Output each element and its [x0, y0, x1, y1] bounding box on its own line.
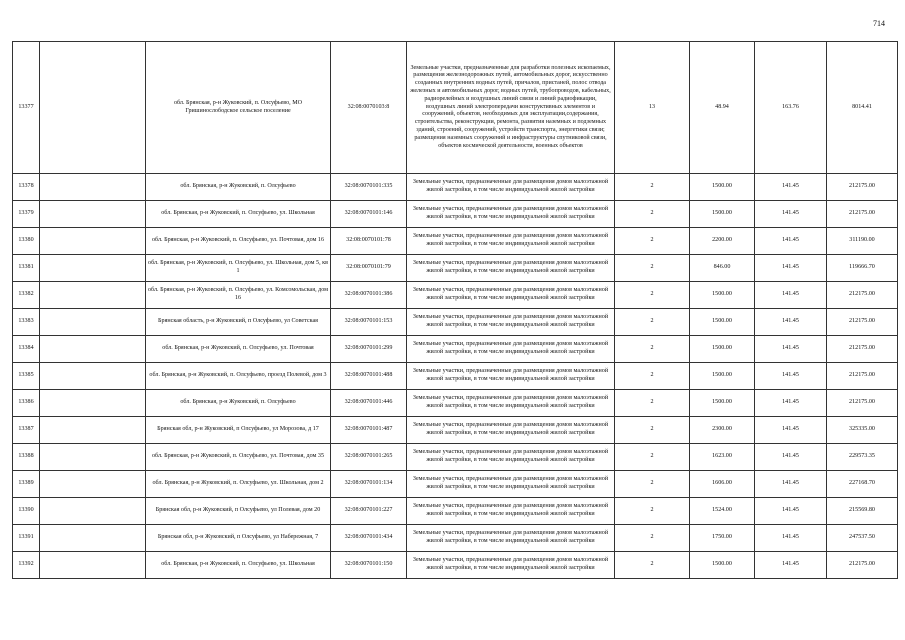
table-row [13, 390, 898, 417]
cadastral-number-cell: 32:08:0070103:8 [331, 42, 407, 174]
specific-value-cell: 163.76 [755, 42, 827, 174]
table-row [13, 471, 898, 498]
table-row [13, 525, 898, 552]
use-group-cell: 2 [615, 228, 690, 255]
area-cell: 1500.00 [690, 336, 755, 363]
cadastral-number-cell: 32:08:0070101:150 [331, 552, 407, 579]
address-cell: Брянская область, р-н Жуковский, п Олсуфьево, ул Советская [146, 309, 331, 336]
empty-cell [40, 174, 146, 201]
cadastral-number-cell: 32:08:0070101:335 [331, 174, 407, 201]
specific-value-cell: 141.45 [755, 390, 827, 417]
row-number-cell: 13383 [13, 309, 40, 336]
specific-value-cell: 141.45 [755, 309, 827, 336]
row-number-cell: 13389 [13, 471, 40, 498]
page-number: 714 [873, 19, 885, 28]
cadastral-number-cell: 32:08:0070101:434 [331, 525, 407, 552]
area-cell: 1500.00 [690, 390, 755, 417]
cadastral-value-cell: 227168.70 [827, 471, 898, 498]
address-cell: обл. Брянская, р-н Жуковский, п. Олсуфьево [146, 390, 331, 417]
cadastral-value-cell: 212175.00 [827, 390, 898, 417]
use-group-cell: 2 [615, 525, 690, 552]
use-group-cell: 2 [615, 390, 690, 417]
empty-cell [40, 417, 146, 444]
land-use-purpose-cell: Земельные участки, предназначенные для размещения домов малоэтажной жилой застройки, в том числе индивидуальной жилой застройки [407, 552, 615, 579]
address-cell: обл. Брянская, р-н Жуковский, п. Олсуфьево, ул. Школьная, дом 5, кв 1 [146, 255, 331, 282]
address-cell: обл. Брянская, р-н Жуковский, п. Олсуфьево, проезд Полевой, дом 3 [146, 363, 331, 390]
row-number-cell: 13382 [13, 282, 40, 309]
cadastral-number-cell: 32:08:0070101:134 [331, 471, 407, 498]
address-cell: обл. Брянская, р-н Жуковский, п. Олсуфьево, ул. Почтовая, дом 35 [146, 444, 331, 471]
row-number-cell: 13391 [13, 525, 40, 552]
cadastral-value-cell: 8014.41 [827, 42, 898, 174]
address-cell: Брянская обл, р-н Жуковский, п Олсуфьево, ул Набережная, 7 [146, 525, 331, 552]
area-cell: 1623.00 [690, 444, 755, 471]
land-use-purpose-cell: Земельные участки, предназначенные для размещения домов малоэтажной жилой застройки, в том числе индивидуальной жилой застройки [407, 444, 615, 471]
land-use-purpose-cell: Земельные участки, предназначенные для размещения домов малоэтажной жилой застройки, в том числе индивидуальной жилой застройки [407, 390, 615, 417]
land-use-purpose-cell: Земельные участки, предназначенные для размещения домов малоэтажной жилой застройки, в том числе индивидуальной жилой застройки [407, 525, 615, 552]
table-row [13, 228, 898, 255]
cadastral-value-cell: 212175.00 [827, 201, 898, 228]
cadastral-value-cell: 212175.00 [827, 552, 898, 579]
cadastral-value-cell: 325335.00 [827, 417, 898, 444]
cadastral-number-cell: 32:08:0070101:227 [331, 498, 407, 525]
area-cell: 1606.00 [690, 471, 755, 498]
specific-value-cell: 141.45 [755, 255, 827, 282]
cadastral-number-cell: 32:08:0070101:386 [331, 282, 407, 309]
empty-cell [40, 228, 146, 255]
empty-cell [40, 336, 146, 363]
area-cell: 1500.00 [690, 363, 755, 390]
specific-value-cell: 141.45 [755, 417, 827, 444]
area-cell: 1524.00 [690, 498, 755, 525]
area-cell: 1500.00 [690, 309, 755, 336]
cadastral-value-cell: 212175.00 [827, 309, 898, 336]
cadastral-value-table [12, 41, 898, 579]
land-use-purpose-cell: Земельные участки, предназначенные для размещения домов малоэтажной жилой застройки, в том числе индивидуальной жилой застройки [407, 255, 615, 282]
land-use-purpose-cell: Земельные участки, предназначенные для размещения домов малоэтажной жилой застройки, в том числе индивидуальной жилой застройки [407, 309, 615, 336]
land-use-purpose-cell: Земельные участки, предназначенные для размещения домов малоэтажной жилой застройки, в том числе индивидуальной жилой застройки [407, 363, 615, 390]
cadastral-number-cell: 32:08:0070101:153 [331, 309, 407, 336]
area-cell: 1750.00 [690, 525, 755, 552]
row-number-cell: 13388 [13, 444, 40, 471]
table-row [13, 444, 898, 471]
specific-value-cell: 141.45 [755, 336, 827, 363]
land-use-purpose-cell: Земельные участки, предназначенные для размещения домов малоэтажной жилой застройки, в том числе индивидуальной жилой застройки [407, 201, 615, 228]
cadastral-number-cell: 32:08:0070101:265 [331, 444, 407, 471]
table-row [13, 309, 898, 336]
empty-cell [40, 444, 146, 471]
address-cell: Брянская обл, р-н Жуковский, п Олсуфьево, ул Морозова, д 17 [146, 417, 331, 444]
specific-value-cell: 141.45 [755, 444, 827, 471]
cadastral-number-cell: 32:08:0070101:487 [331, 417, 407, 444]
use-group-cell: 2 [615, 255, 690, 282]
specific-value-cell: 141.45 [755, 552, 827, 579]
area-cell: 846.00 [690, 255, 755, 282]
cadastral-number-cell: 32:08:0070101:146 [331, 201, 407, 228]
empty-cell [40, 282, 146, 309]
land-use-purpose-cell: Земельные участки, предназначенные для размещения домов малоэтажной жилой застройки, в том числе индивидуальной жилой застройки [407, 174, 615, 201]
row-number-cell: 13392 [13, 552, 40, 579]
row-number-cell: 13386 [13, 390, 40, 417]
table-row [13, 42, 898, 174]
area-cell: 48.94 [690, 42, 755, 174]
land-use-purpose-cell: Земельные участки, предназначенные для размещения домов малоэтажной жилой застройки, в том числе индивидуальной жилой застройки [407, 417, 615, 444]
table-row [13, 201, 898, 228]
address-cell: обл. Брянская, р-н Жуковский, п. Олсуфьево [146, 174, 331, 201]
empty-cell [40, 309, 146, 336]
cadastral-number-cell: 32:08:0070101:488 [331, 363, 407, 390]
cadastral-number-cell: 32:08:0070101:446 [331, 390, 407, 417]
row-number-cell: 13377 [13, 42, 40, 174]
land-use-purpose-cell: Земельные участки, предназначенные для размещения домов малоэтажной жилой застройки, в том числе индивидуальной жилой застройки [407, 228, 615, 255]
area-cell: 1500.00 [690, 174, 755, 201]
use-group-cell: 2 [615, 309, 690, 336]
row-number-cell: 13384 [13, 336, 40, 363]
cadastral-number-cell: 32:08:0070101:78 [331, 228, 407, 255]
use-group-cell: 2 [615, 471, 690, 498]
cadastral-value-cell: 215569.80 [827, 498, 898, 525]
specific-value-cell: 141.45 [755, 282, 827, 309]
row-number-cell: 13385 [13, 363, 40, 390]
table-row [13, 498, 898, 525]
address-cell: обл. Брянская, р-н Жуковский, п. Олсуфьево, ул. Школьная [146, 201, 331, 228]
area-cell: 2300.00 [690, 417, 755, 444]
area-cell: 1500.00 [690, 201, 755, 228]
empty-cell [40, 471, 146, 498]
address-cell: Брянская обл, р-н Жуковский, п Олсуфьево, ул Полевая, дом 20 [146, 498, 331, 525]
address-cell: обл. Брянская, р-н Жуковский, п. Олсуфьево, ул. Школьная, дом 2 [146, 471, 331, 498]
table-row [13, 336, 898, 363]
use-group-cell: 2 [615, 444, 690, 471]
address-cell: обл. Брянская, р-н Жуковский, п. Олсуфьево, ул. Комсомольская, дом 16 [146, 282, 331, 309]
empty-cell [40, 201, 146, 228]
empty-cell [40, 525, 146, 552]
empty-cell [40, 498, 146, 525]
area-cell: 2200.00 [690, 228, 755, 255]
empty-cell [40, 390, 146, 417]
cadastral-value-cell: 212175.00 [827, 336, 898, 363]
use-group-cell: 2 [615, 174, 690, 201]
empty-cell [40, 42, 146, 174]
use-group-cell: 2 [615, 552, 690, 579]
use-group-cell: 2 [615, 282, 690, 309]
specific-value-cell: 141.45 [755, 363, 827, 390]
address-cell: обл. Брянская, р-н Жуковский, п. Олсуфьево, ул. Школьная [146, 552, 331, 579]
address-cell: обл. Брянская, р-н Жуковский, п. Олсуфьево, ул. Почтовая, дом 16 [146, 228, 331, 255]
empty-cell [40, 552, 146, 579]
cadastral-value-cell: 247537.50 [827, 525, 898, 552]
specific-value-cell: 141.45 [755, 228, 827, 255]
table-row [13, 363, 898, 390]
row-number-cell: 13387 [13, 417, 40, 444]
land-use-purpose-cell: Земельные участки, предназначенные для разработки полезных ископаемых, размещения железнодорожных путей, автомобильных дорог, искусственно созданных внутренних водных путей, причалов, пристаней, полос отвода железных и автомобильных дорог, водных путей, трубопроводов, кабельных, радиорелейных и воздушных линий связи и линий радиофикации, воздушных линий электропередачи конструктивных элементов и сооружений, объектов, необходимых для эксплуатации,содержания, строительства, реконструкции, ремонта, развития наземных и подземных зданий, строений, сооружений, устройств транспорта, энергетики связи; размещения наземных сооружений и инфраструктуры спутниковой связи, объектов космической деятельности, военных объектов [407, 42, 615, 174]
specific-value-cell: 141.45 [755, 471, 827, 498]
cadastral-value-cell: 229573.35 [827, 444, 898, 471]
cadastral-number-cell: 32:08:0070101:299 [331, 336, 407, 363]
table-row [13, 282, 898, 309]
land-use-purpose-cell: Земельные участки, предназначенные для размещения домов малоэтажной жилой застройки, в том числе индивидуальной жилой застройки [407, 498, 615, 525]
row-number-cell: 13378 [13, 174, 40, 201]
land-use-purpose-cell: Земельные участки, предназначенные для размещения домов малоэтажной жилой застройки, в том числе индивидуальной жилой застройки [407, 282, 615, 309]
row-number-cell: 13390 [13, 498, 40, 525]
use-group-cell: 2 [615, 336, 690, 363]
use-group-cell: 2 [615, 363, 690, 390]
cadastral-value-cell: 212175.00 [827, 363, 898, 390]
specific-value-cell: 141.45 [755, 498, 827, 525]
land-use-purpose-cell: Земельные участки, предназначенные для размещения домов малоэтажной жилой застройки, в том числе индивидуальной жилой застройки [407, 471, 615, 498]
cadastral-number-cell: 32:08:0070101:79 [331, 255, 407, 282]
empty-cell [40, 255, 146, 282]
area-cell: 1500.00 [690, 552, 755, 579]
specific-value-cell: 141.45 [755, 174, 827, 201]
specific-value-cell: 141.45 [755, 201, 827, 228]
table-row [13, 417, 898, 444]
cadastral-value-cell: 311190.00 [827, 228, 898, 255]
empty-cell [40, 363, 146, 390]
address-cell: обл. Брянская, р-н Жуковский, п. Олсуфьево, МО Гришинослободское сельское поселение [146, 42, 331, 174]
row-number-cell: 13379 [13, 201, 40, 228]
use-group-cell: 2 [615, 498, 690, 525]
table-row [13, 255, 898, 282]
land-use-purpose-cell: Земельные участки, предназначенные для размещения домов малоэтажной жилой застройки, в том числе индивидуальной жилой застройки [407, 336, 615, 363]
cadastral-value-cell: 212175.00 [827, 282, 898, 309]
use-group-cell: 13 [615, 42, 690, 174]
table-row [13, 174, 898, 201]
row-number-cell: 13381 [13, 255, 40, 282]
use-group-cell: 2 [615, 417, 690, 444]
cadastral-value-cell: 119666.70 [827, 255, 898, 282]
use-group-cell: 2 [615, 201, 690, 228]
specific-value-cell: 141.45 [755, 525, 827, 552]
address-cell: обл. Брянская, р-н Жуковский, п. Олсуфьево, ул. Почтовая [146, 336, 331, 363]
cadastral-value-cell: 212175.00 [827, 174, 898, 201]
area-cell: 1500.00 [690, 282, 755, 309]
row-number-cell: 13380 [13, 228, 40, 255]
table-row [13, 552, 898, 579]
